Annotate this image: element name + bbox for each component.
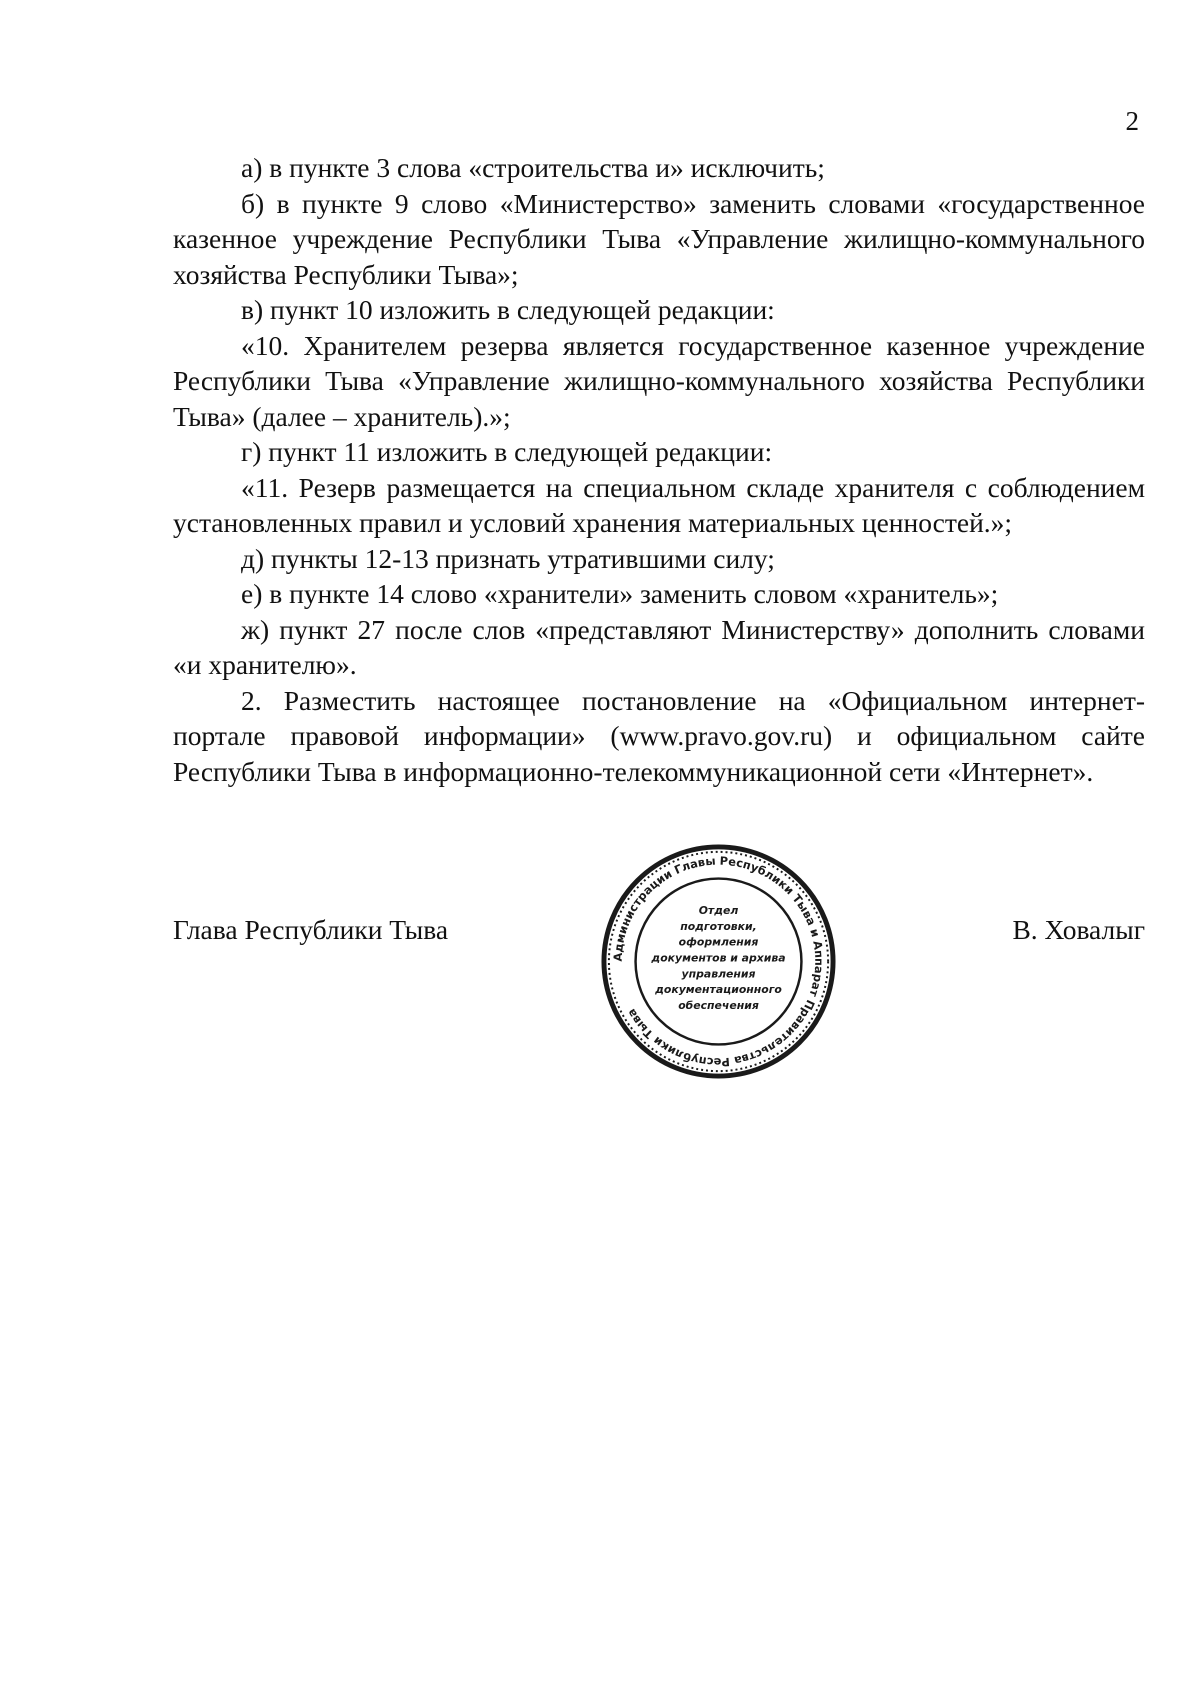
paragraph-zh: ж) пункт 27 после слов «представляют Министерству» дополнить словами «и хранителю». [173,613,1145,680]
stamp-center-line: оформления [678,935,759,949]
page-number: 2 [1125,106,1139,136]
paragraph-item-11: «11. Резерв размещается на специальном складе хранителя с соблюдением установленных правил и условий хранения материальных ценностей.»; [173,471,1145,538]
stamp-ring-text: Администрации Главы Республики Тыва и Аппарат Правительства Республики Тыва [610,853,827,1070]
stamp-center-line: подготовки, [680,919,757,933]
stamp-center-line: документов и архива [651,951,786,965]
paragraph-a: а) в пункте 3 слова «строительства и» исключить; [241,152,825,183]
paragraph-b: б) в пункте 9 слово «Министерство» заменить словами «государственное казенное учреждение Республики Тыва «Управление жилищно-коммунального хозяйства Республики Тыва»; [173,187,1145,290]
document-body [173,150,1145,789]
signature-title: Глава Республики Тыва [173,914,449,945]
paragraph-v: в) пункт 10 изложить в следующей редакции: [241,294,775,325]
paragraph-item-10: «10. Хранителем резерва является государственное казенное учреждение Республики Тыва «Управление жилищно-коммунального хозяйства Республики Тыва» (далее – хранитель).»; [173,329,1145,432]
stamp-center-line: документационного [655,983,782,997]
signature-name: В. Ховалыг [1012,914,1145,945]
stamp-center-line: управления [681,967,756,981]
paragraph-2: 2. Разместить настоящее постановление на «Официальном интернет-портале правовой информации» (www.pravo.gov.ru) и официальном сайте Республики Тыва в информационно-телекоммуникационной сети «Интернет». [173,684,1145,787]
stamp-center-line: обеспечения [678,998,759,1012]
paragraph-d: д) пункты 12-13 признать утратившими силу; [241,542,775,574]
stamp-center-text [650,904,785,1012]
paragraph-g: г) пункт 11 изложить в следующей редакции: [241,436,773,467]
official-stamp [600,843,837,1080]
paragraph-e: е) в пункте 14 слово «хранители» заменить словом «хранитель»; [241,578,999,609]
stamp-center-line: Отдел [698,904,739,918]
